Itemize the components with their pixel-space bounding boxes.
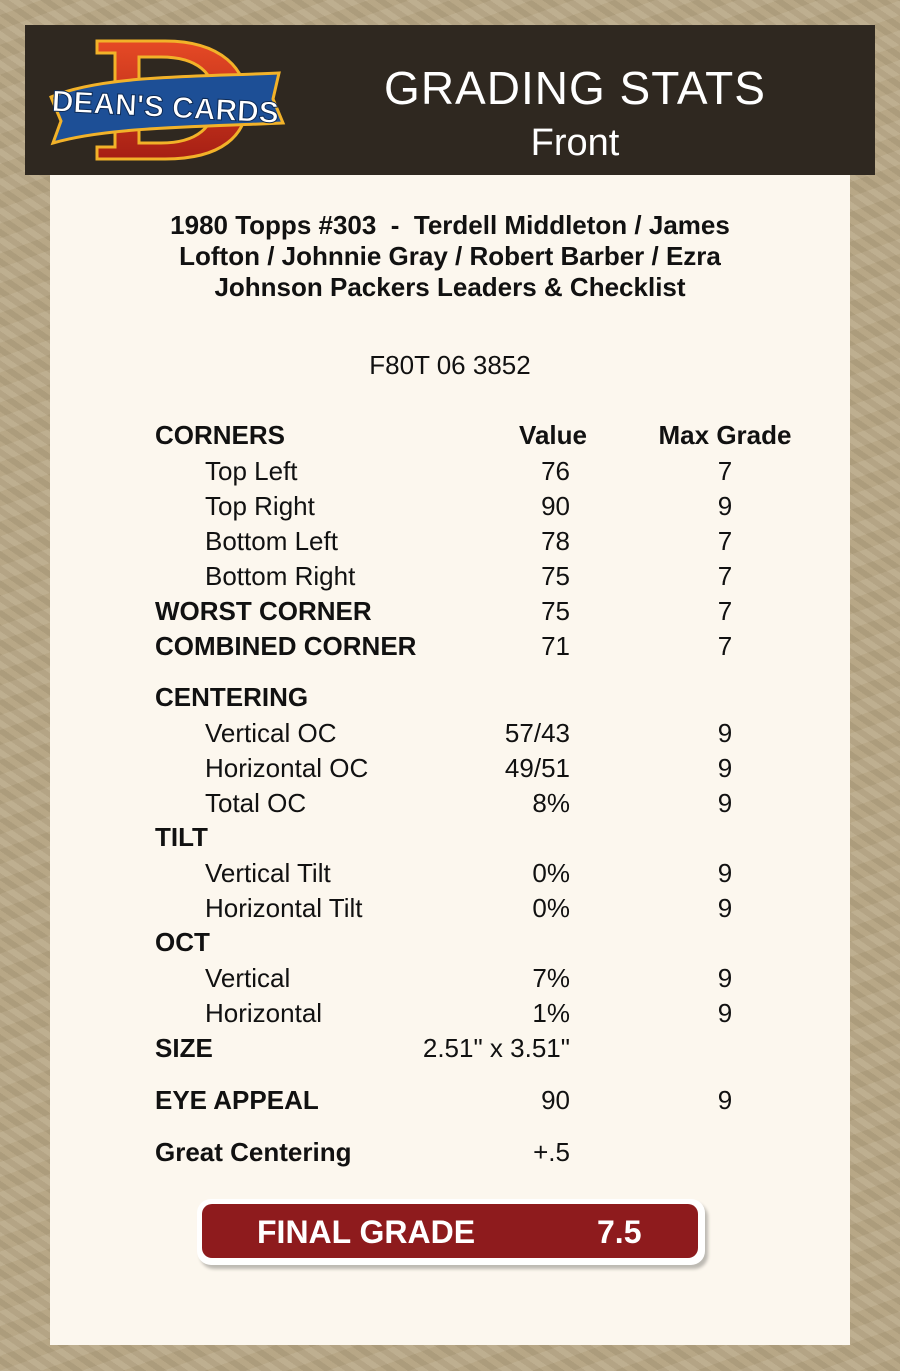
bonus-value: +.5 [533,1137,570,1167]
row-max-grade: 9 [717,753,733,783]
corners-header-row [0,420,900,452]
centering-label: CENTERING [155,682,309,712]
tilt-header-row [0,822,900,854]
row-value: 76 [541,456,570,486]
table-row [0,998,900,1030]
final-grade-value: 7.5 [597,1214,642,1250]
worst-corner-label: WORST CORNER [155,596,372,626]
table-row [0,526,900,558]
table-row [0,718,900,750]
row-max-grade: 9 [717,963,733,993]
row-max-grade: 9 [717,491,733,521]
row-value: 7% [532,963,570,993]
eye-appeal-label: EYE APPEAL [155,1085,319,1115]
header-bar [25,25,875,175]
table-row [0,788,900,820]
table-row [0,561,900,593]
table-row [0,753,900,785]
value-column-header: Value [519,420,587,450]
row-label: Bottom Left [205,526,338,556]
size-label: SIZE [155,1033,213,1063]
row-value: 90 [541,491,570,521]
worst-corner-row [0,596,900,628]
final-grade-label: FINAL GRADE [257,1214,476,1250]
deans-cards-logo [47,35,287,165]
row-label: Horizontal Tilt [205,893,363,923]
tilt-label: TILT [155,822,208,852]
eye-appeal-row [0,1085,900,1117]
centering-header-row [0,682,900,714]
row-value: 49/51 [504,753,570,783]
row-label: Top Right [205,491,315,521]
row-label: Vertical Tilt [205,858,331,888]
row-label: Horizontal [205,998,323,1028]
row-value: 57/43 [504,718,570,748]
combined-corner-max-grade: 7 [717,631,733,661]
row-value: 75 [541,561,570,591]
worst-corner-value: 75 [541,596,570,626]
bonus-row [0,1137,900,1169]
worst-corner-max-grade: 7 [717,596,733,626]
combined-corner-label: COMBINED CORNER [155,631,417,661]
logo-text: DEAN'S CARDS [51,85,280,130]
row-label: Total OC [205,788,307,818]
max-grade-column-header: Max Grade [658,420,792,450]
row-max-grade: 7 [717,526,733,556]
row-label: Horizontal OC [205,753,369,783]
row-value: 78 [541,526,570,556]
table-row [0,893,900,925]
final-grade-badge [197,1199,705,1265]
card-title: 1980 Topps #303 - Terdell Middleton / James Lofton / Johnnie Gray / Robert Barber / Ezra Johnson Packers Leaders & Checklist [170,210,738,302]
row-value: 0% [532,858,570,888]
oct-header-row [0,927,900,959]
combined-corner-row [0,631,900,663]
row-max-grade: 9 [717,998,733,1028]
size-row [0,1033,900,1065]
row-value: 0% [532,893,570,923]
eye-appeal-max-grade: 9 [717,1085,733,1115]
oct-label: OCT [155,927,210,957]
row-max-grade: 9 [717,893,733,923]
row-max-grade: 9 [717,718,733,748]
cert-number: F80T 06 3852 [369,350,531,380]
row-max-grade: 9 [717,788,733,818]
corners-label: CORNERS [155,420,286,450]
row-label: Top Left [205,456,298,486]
table-row [0,858,900,890]
header-subtitle: Front [530,122,620,164]
row-max-grade: 7 [717,456,733,486]
row-label: Vertical OC [205,718,337,748]
row-max-grade: 9 [717,858,733,888]
table-row [0,963,900,995]
final-grade-bar [202,1204,698,1258]
row-label: Bottom Right [205,561,356,591]
size-value: 2.51" x 3.51" [422,1033,570,1063]
combined-corner-value: 71 [541,631,570,661]
table-row [0,456,900,488]
row-value: 1% [532,998,570,1028]
eye-appeal-value: 90 [541,1085,570,1115]
bonus-label: Great Centering [155,1137,352,1167]
header-title: GRADING STATS [384,62,766,114]
row-max-grade: 7 [717,561,733,591]
table-row [0,491,900,523]
row-label: Vertical [205,963,291,993]
row-value: 8% [532,788,570,818]
